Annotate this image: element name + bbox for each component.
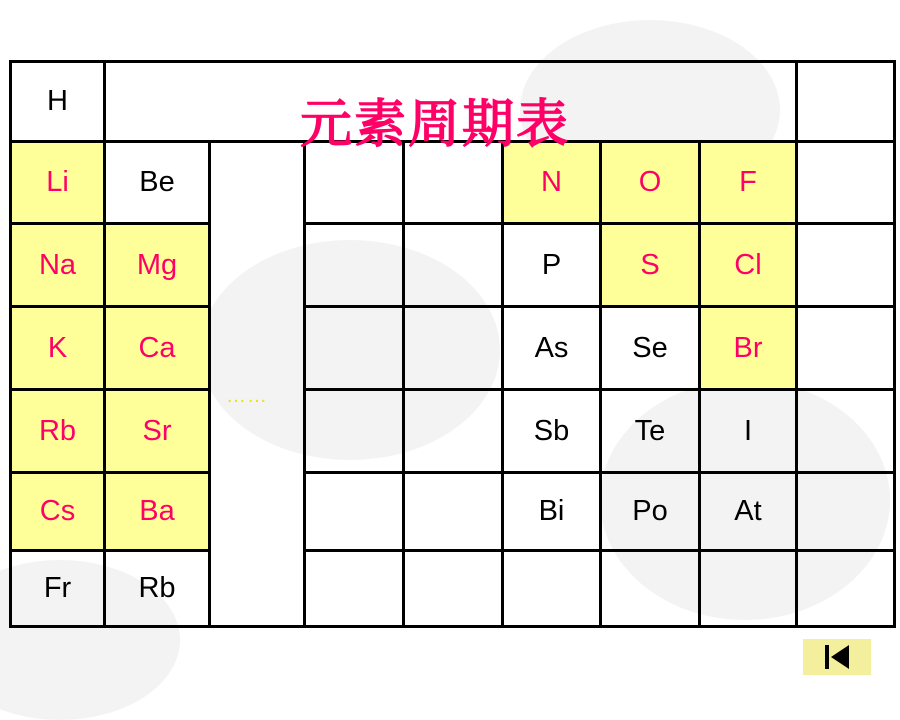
element-cell-as: As	[501, 305, 602, 391]
empty-cell	[795, 140, 896, 225]
empty-cell	[303, 388, 405, 474]
element-cell-ca: Ca	[103, 305, 211, 391]
element-cell-sb: Sb	[501, 388, 602, 474]
element-cell-s: S	[599, 222, 701, 308]
empty-cell	[402, 305, 504, 391]
empty-cell	[303, 222, 405, 308]
page-title: 元素周期表	[300, 95, 571, 155]
element-cell-p: P	[501, 222, 602, 308]
empty-cell	[303, 471, 405, 552]
empty-cell	[795, 305, 896, 391]
element-cell-na: Na	[9, 222, 106, 308]
element-cell-at: At	[698, 471, 798, 552]
element-cell-ba: Ba	[103, 471, 211, 552]
empty-cell	[402, 549, 504, 628]
element-cell-fr: Fr	[9, 549, 106, 628]
element-cell-te: Te	[599, 388, 701, 474]
element-cell-mg: Mg	[103, 222, 211, 308]
middle-gap-column	[208, 140, 306, 628]
empty-cell	[402, 222, 504, 308]
empty-cell	[698, 549, 798, 628]
first-page-button[interactable]	[803, 639, 871, 675]
element-cell-be: Be	[103, 140, 211, 225]
empty-cell	[599, 549, 701, 628]
empty-cell	[501, 549, 602, 628]
first-page-icon	[822, 643, 852, 671]
element-cell-o: O	[599, 140, 701, 225]
element-cell-po: Po	[599, 471, 701, 552]
empty-cell	[795, 222, 896, 308]
empty-cell	[303, 305, 405, 391]
empty-cell	[795, 471, 896, 552]
empty-cell	[795, 388, 896, 474]
element-cell-br: Br	[698, 305, 798, 391]
element-cell-cs: Cs	[9, 471, 106, 552]
element-cell-se: Se	[599, 305, 701, 391]
element-cell-n: N	[501, 140, 602, 225]
empty-cell	[795, 60, 896, 143]
empty-cell	[303, 549, 405, 628]
element-cell-h: H	[9, 60, 106, 143]
element-cell-bi: Bi	[501, 471, 602, 552]
empty-cell	[402, 471, 504, 552]
element-cell-cl: Cl	[698, 222, 798, 308]
element-cell-f: F	[698, 140, 798, 225]
element-cell-k: K	[9, 305, 106, 391]
element-cell-rb: Rb	[9, 388, 106, 474]
ellipsis-text: ……	[226, 385, 268, 407]
element-cell-sr: Sr	[103, 388, 211, 474]
empty-cell	[402, 388, 504, 474]
empty-cell	[795, 549, 896, 628]
element-cell-rb-bottom: Rb	[103, 549, 211, 628]
element-cell-i: I	[698, 388, 798, 474]
element-cell-li: Li	[9, 140, 106, 225]
